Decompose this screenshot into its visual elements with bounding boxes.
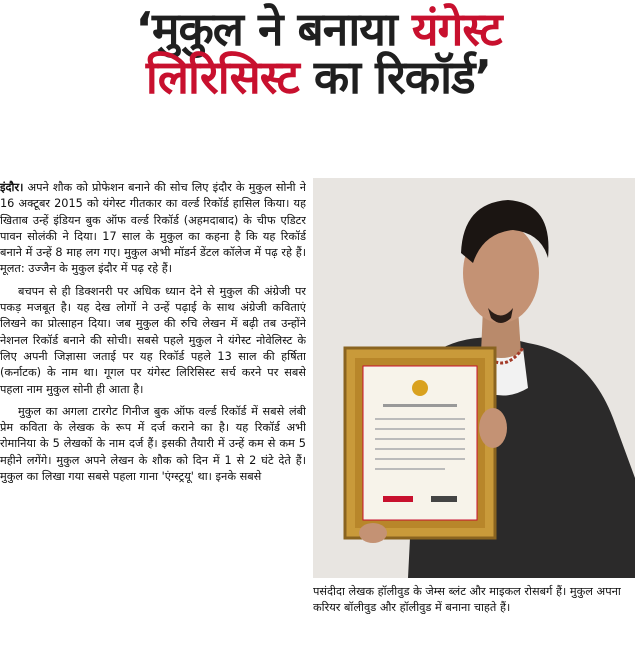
headline [0, 2, 637, 104]
photo-caption: पसंदीदा लेखक हॉलीवुड के जेम्स ब्लंट और माइकल रोसबर्ग हैं। मुकुल अपना करियर बॉलीवुड और हॉलीवुड में बनाना चाहते हैं। [313, 585, 621, 614]
dateline: इंदौर। [0, 181, 24, 194]
article-paragraph [0, 180, 306, 278]
headline-part-dark: ‘मुकुल ने बनाया [135, 2, 397, 56]
headline-part-dark: का रिकॉर्ड’ [313, 49, 492, 104]
article-paragraph: बचपन से ही डिक्शनरी पर अधिक ध्यान देने से मुकुल की अंग्रेजी पर पकड़ मजबूत है। यह देख लोगों ने उन्हें पढ़ाई के साथ अंग्रेजी कविताएं लिखने का प्रोत्साहन दिया। जब मुकुल की रुचि लेखन में बढ़ी तब उन्होंने नेशनल रिकॉर्ड बनाने की सोची। सबसे पहले मुकुल ने यंगेस्ट नोवेलिस्ट के लिए अपनी जिज्ञासा जताई पर यह रिकॉर्ड पहले 13 साल की हर्षिता (कर्नाटक) के नाम था। गूगल पर यंगेस्ट लिरिसिस्ट सर्च करने पर सबसे पहला नाम मुकुल सोनी ही आता है। [0, 284, 306, 396]
headline-line-1 [0, 2, 637, 56]
headline-line-2 [0, 49, 637, 104]
headline-part-red: यंगेस्ट [411, 2, 502, 56]
photo-mukul-with-certificate [313, 178, 635, 578]
article-body [0, 180, 306, 650]
paragraph-text: अपने शौक को प्रोफेशन बनाने की सोच लिए इंदौर के मुकुल सोनी ने 16 अक्टूबर 2015 को यंगेस्ट गीतकार का वर्ल्ड रिकॉर्ड हासिल किया। यह खिताब उन्हें इंडियन बुक ऑफ वर्ल्ड रिकॉर्ड (अहमदाबाद) के चीफ एडिटर पावन सोलंकी ने दिया। 17 साल के मुकुल का कहना है कि यह रिकॉर्ड बनाने में उन्हें 8 माह लग गए। मुकुल अभी मॉडर्न डेंटल कॉलेज में पढ़ रहे हैं। मूलत: उज्जैन के मुकुल इंदौर में पढ़ रहे हैं। [0, 181, 306, 276]
article-paragraph: मुकुल का अगला टारगेट गिनीज बुक ऑफ वर्ल्ड रिकॉर्ड में सबसे लंबी प्रेम कविता के लेखक के रूप में दर्ज कराने का है। यह रिकॉर्ड अभी रोमानिया के 5 लेखकों के नाम दर्ज हैं। इसकी तैयारी में उन्हें कम से कम 5 महीने लगेंगे। मुकुल अपने लेखन के शौक को दिन में 1 से 2 घंटे देते हैं। मुकुल का लिखा गया सबसे पहला गाना 'एंग्स्ट्रयू' था। इनके सबसे [0, 404, 306, 484]
headline-part-red: लिरिसिस्ट [145, 49, 299, 104]
